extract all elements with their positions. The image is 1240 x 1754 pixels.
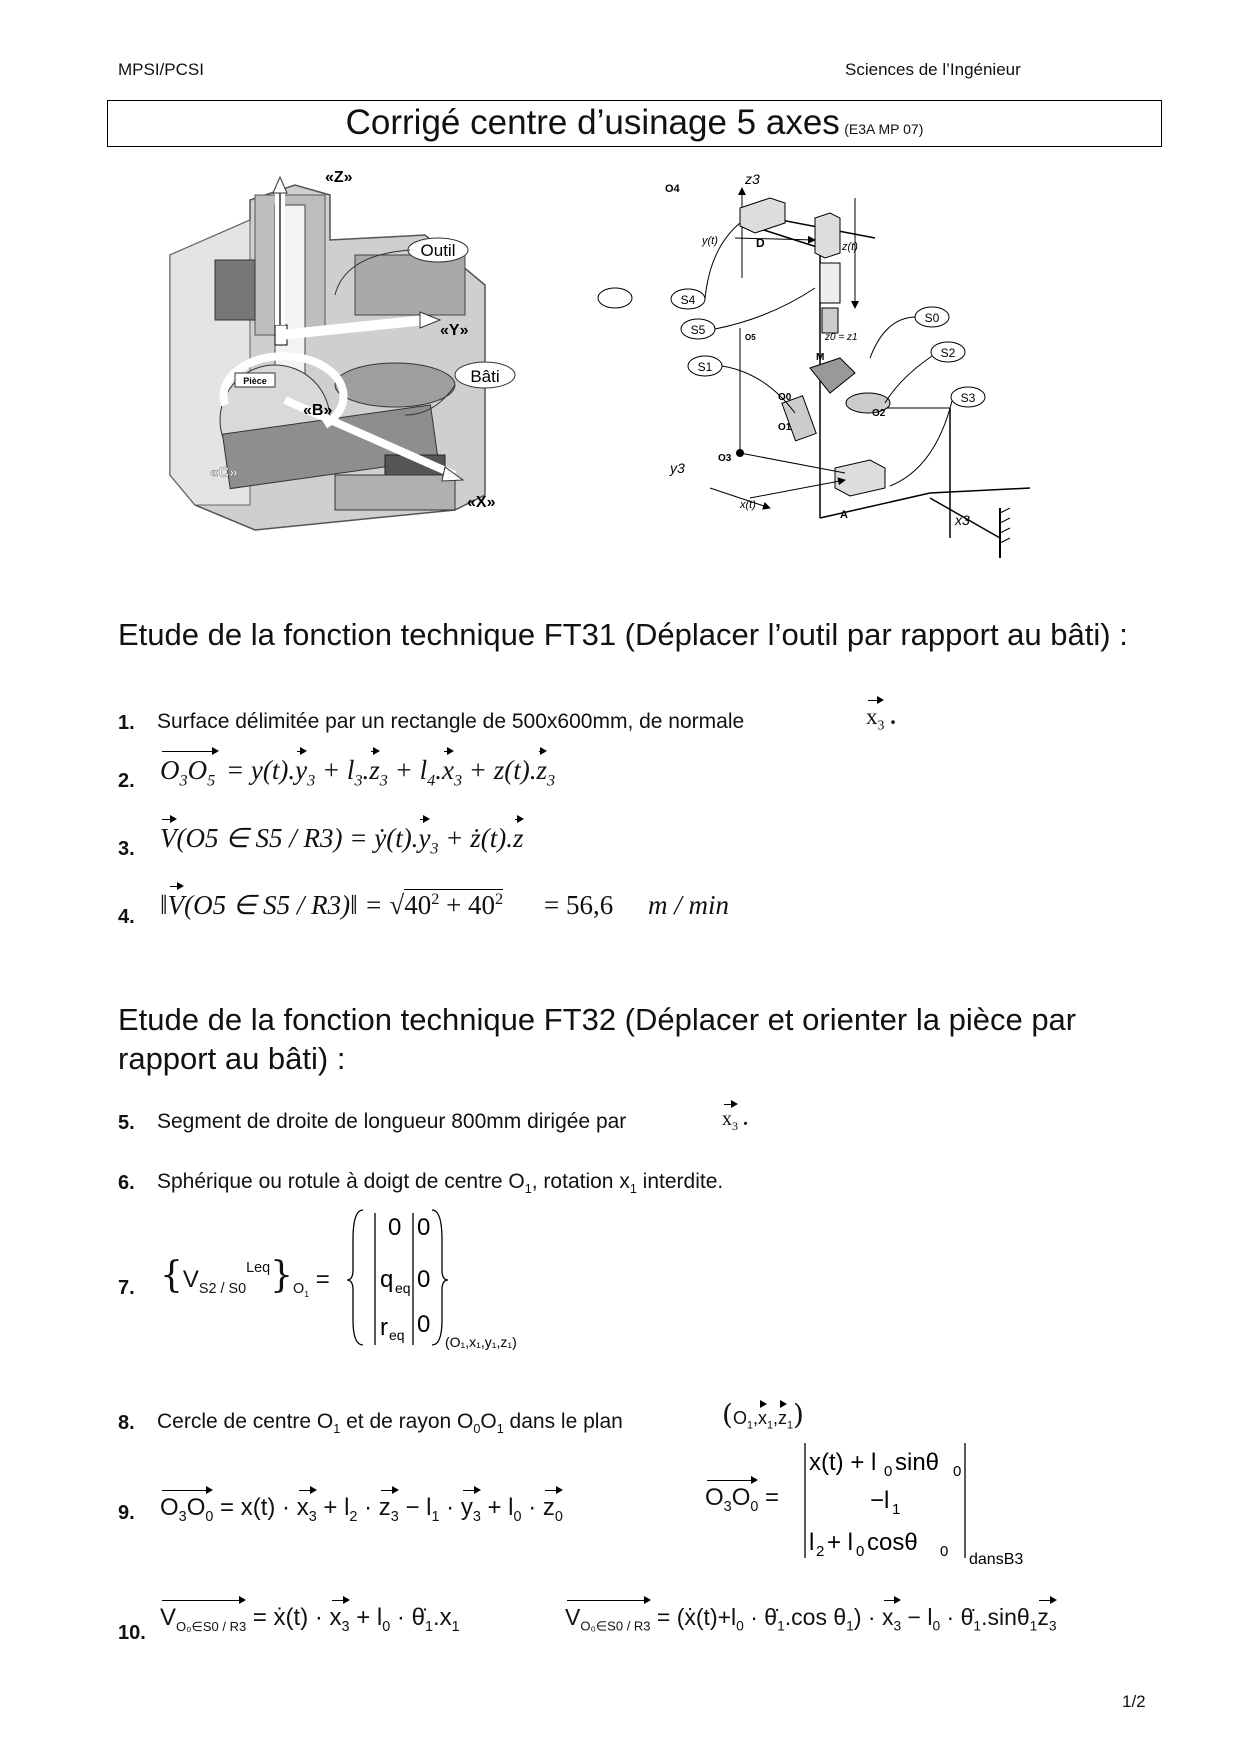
label-m: M [816, 352, 825, 363]
q2-equation: $O_3O_5 = y(t).y_3 + l_3.z_3 + l_4.x_3 + z(t).z_3$ [160, 755, 556, 790]
header-left: MPSI/PCSI [118, 60, 204, 79]
svg-text:0: 0 [417, 1266, 431, 1293]
label-o4: O4 [665, 183, 680, 195]
svg-text:0: 0 [940, 1543, 949, 1560]
label-yt: y(t) [702, 235, 718, 247]
svg-text:+ l: + l [827, 1529, 854, 1556]
title-box [107, 100, 1162, 147]
q4-unit: m / min [648, 890, 729, 920]
q3-number: 3. [118, 838, 135, 860]
svg-text:−l: −l [870, 1487, 890, 1514]
section-ft32-title: Etude de la fonction technique FT32 (Déplacer et orienter la pièce par rapport au bâti) : [118, 1002, 1077, 1076]
callout-s1: S1 [697, 360, 713, 374]
label-zt: z(t) [842, 241, 858, 253]
q6-text: Sphérique ou rotule à doigt de centre $O_1$, rotation $x_1$ interdite. [157, 1170, 724, 1197]
callout-s3: S3 [960, 391, 976, 405]
q9-column-vector [795, 1438, 1050, 1568]
label-x3: x3 [955, 512, 970, 528]
label-bati: Bâti [470, 367, 500, 386]
q4-equation: ‖V(O5 ∈ S5 / R3)‖ = $√40^2 + 40^2$ [160, 890, 504, 920]
q6-number: 6. [118, 1172, 135, 1194]
svg-text:0: 0 [953, 1463, 962, 1480]
callout-s2: S2 [940, 346, 956, 360]
label-piece: Pièce [243, 376, 267, 386]
label-o2: O2 [872, 408, 886, 419]
kinematic-diagram [665, 168, 1110, 588]
label-c: «C» [210, 464, 238, 481]
svg-text:eq: eq [389, 1327, 405, 1343]
page-title: Corrigé centre d’usinage 5 axes [345, 103, 840, 142]
machine-figure [155, 169, 575, 585]
q2-number: 2. [118, 770, 135, 792]
svg-text:1: 1 [892, 1501, 901, 1518]
label-o3: O3 [718, 453, 732, 464]
q5-text: Segment de droite de longueur 800mm dirigée par [157, 1110, 627, 1133]
q1-number: 1. [118, 712, 135, 734]
q7-torsor-left: $\{V_{S2 / S0}^{Leq}\}_{O_1}$ = [160, 1255, 330, 1299]
q10-number: 10. [118, 1622, 146, 1644]
callout-s5: S5 [690, 323, 706, 337]
svg-text:q: q [380, 1266, 394, 1293]
q1-vector: $x_3$ . [866, 704, 896, 733]
svg-text:0: 0 [417, 1311, 431, 1338]
svg-text:2: 2 [816, 1543, 825, 1560]
svg-text:x(t) + l: x(t) + l [809, 1449, 877, 1476]
label-b: «B» [303, 402, 333, 419]
svg-text:0: 0 [856, 1543, 865, 1560]
q1-text: Surface délimitée par un rectangle de 500x600mm, de normale [157, 710, 745, 733]
svg-text:(O₁,x₁,y₁,z₁): (O₁,x₁,y₁,z₁) [445, 1334, 517, 1350]
svg-text:eq: eq [395, 1280, 411, 1296]
title-ref: (E3A MP 07) [844, 121, 924, 137]
svg-text:0: 0 [388, 1214, 402, 1241]
q3-equation: V(O5 ∈ $S5 / R3) = ẏ(t).y_3$ + ż(t).z [160, 823, 524, 858]
q4-number: 4. [118, 906, 135, 928]
q9-number: 9. [118, 1502, 135, 1524]
label-x: «X» [467, 494, 496, 511]
svg-text:cosθ: cosθ [867, 1529, 918, 1556]
label-o5: O5 [745, 333, 756, 342]
section-ft31-title: Etude de la fonction technique FT31 (Déplacer l’outil par rapport au bâti) : [118, 617, 1128, 652]
q4-value: = 56,6 [544, 890, 614, 920]
q7-number: 7. [118, 1277, 135, 1299]
q9-equation: $O_3O_0 = x(t) \cdot x_3 + l_2 \cdot z_3 - l_1 \cdot y_3 + l_0 \cdot z_0$ [160, 1494, 563, 1525]
q5-vector: $x_3$ . [722, 1108, 748, 1133]
label-y3: y3 [670, 460, 685, 476]
label-z3: z3 [745, 171, 760, 187]
q10-equation-right: $V_{O_0\in S0 / R3}$ = ($ẋ(t)+l_0$ · $\thetȧ_1.\cos$ $\theta_1) \cdot x_3 - l_0$ · $\thetȧ_1.\sin\theta_1z_3$ [565, 1604, 1057, 1634]
svg-text:r: r [380, 1314, 388, 1341]
header-right: Sciences de l’Ingénieur [845, 60, 1021, 79]
q8-number: 8. [118, 1412, 135, 1434]
label-y: «Y» [440, 322, 469, 339]
q9-vector-label: $O_3O_0$ = [705, 1484, 780, 1515]
svg-text:0: 0 [884, 1463, 893, 1480]
label-z0z1: z0 = z1 [825, 332, 858, 343]
q8-text: Cercle de centre $O_1$ et de rayon $O_0O_1$ dans le plan [157, 1410, 623, 1437]
q7-torsor-matrix [345, 1205, 560, 1355]
q10-equation-left: $V_{O_0\in S0 / R3}$ = ẋ(t) · $x_3 + l_0$ · $\thetȧ_1.x_1$ [160, 1604, 460, 1635]
label-o1: O1 [778, 422, 792, 433]
label-a: A [840, 509, 848, 521]
callout-s4: S4 [680, 293, 696, 307]
q5-number: 5. [118, 1112, 135, 1134]
label-xt: x(t) [740, 499, 756, 511]
label-o0: O0 [778, 392, 792, 403]
svg-text:sinθ: sinθ [895, 1449, 940, 1476]
label-d: D [756, 236, 765, 250]
svg-text:0: 0 [417, 1214, 431, 1241]
svg-text:dansB3: dansB3 [969, 1551, 1024, 1568]
label-z: «Z» [325, 169, 353, 186]
svg-text:l: l [809, 1529, 815, 1556]
q8-plane: $(O_1,x_1,z_1)$ [722, 1398, 804, 1432]
page-number: 1/2 [1122, 1692, 1146, 1711]
label-outil: Outil [420, 241, 456, 260]
callout-s0: S0 [924, 311, 940, 325]
